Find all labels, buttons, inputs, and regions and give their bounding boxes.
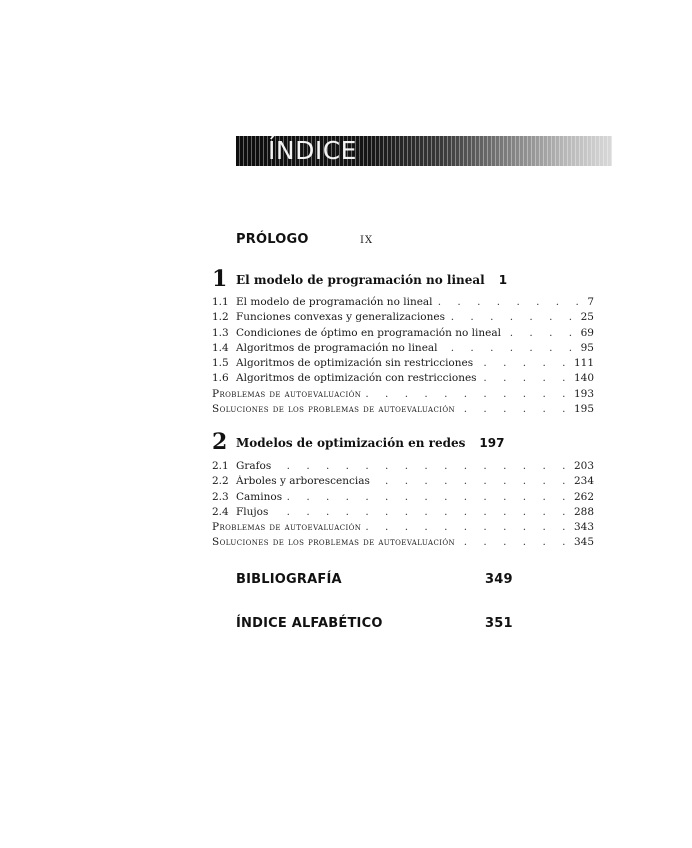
toc-entry: 1.4 Algoritmos de programación no lineal . . . 95 [212,342,594,357]
bibliography-heading: BIBLIOGRAFÍA [236,572,342,587]
toc-entry: 2.4 Flujos . . . 288 [212,506,594,521]
toc-entry: 1.3 Condiciones de óptimo en programación no lineal . . . 69 [212,327,594,342]
toc-entry: 1.5 Algoritmos de optimización sin restricciones . . . 111 [212,357,594,372]
chapter-title: Modelos de optimización en redes 197 [236,436,505,450]
index-title-banner [236,136,612,166]
toc-entry-solutions: Soluciones de los problemas de autoevaluación . . . 195 [212,403,594,418]
chapter-2-toc [212,460,594,552]
toc-entry: 2.2 Árboles y arborescencias . . . 234 [212,475,594,490]
chapter-number: 1 [212,266,228,292]
alphabetical-index-page-number: 351 [485,616,513,631]
chapter-page-number: 1 [498,273,508,287]
chapter-page-number: 197 [479,436,505,450]
chapter-number: 2 [212,429,228,455]
toc-entry: 1.6 Algoritmos de optimización con restricciones . . . 140 [212,372,594,387]
toc-entry: 2.1 Grafos . . . 203 [212,460,594,475]
page-title: ÍNDICE [268,136,357,165]
toc-entry: 2.3 Caminos . . . 262 [212,491,594,506]
toc-entry: 1.1 El modelo de programación no lineal . . . 7 [212,296,594,311]
chapter-1-toc [212,296,594,418]
prologue-page-number: IX [360,235,374,246]
chapter-title: El modelo de programación no lineal 1 [236,273,508,287]
prologue-heading: PRÓLOGO [236,232,309,247]
toc-entry-problems: Problemas de autoevaluación . . . 343 [212,521,594,536]
bibliography-page-number: 349 [485,572,513,587]
alphabetical-index-heading: ÍNDICE ALFABÉTICO [236,616,383,631]
toc-entry: 1.2 Funciones convexas y generalizaciones . . . 25 [212,311,594,326]
toc-entry-solutions: Soluciones de los problemas de autoevaluación . . . 345 [212,536,594,551]
toc-entry-problems: Problemas de autoevaluación . . . 193 [212,388,594,403]
